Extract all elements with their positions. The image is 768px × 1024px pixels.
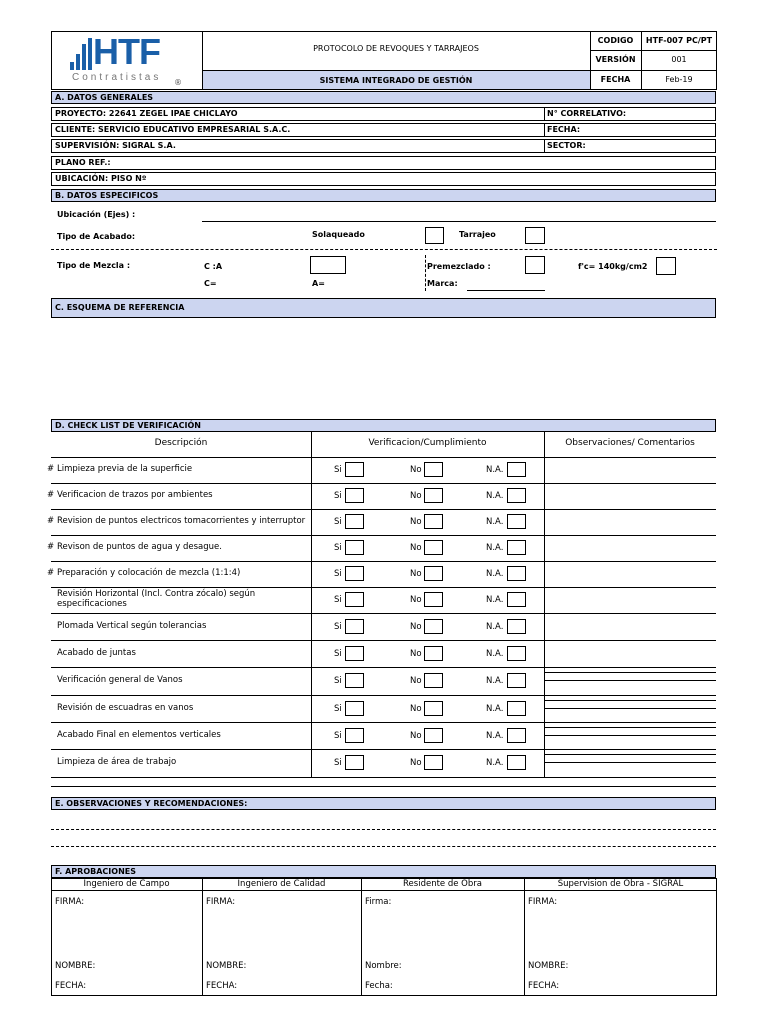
option-label-no: No	[410, 758, 422, 768]
version-value: 001	[671, 55, 687, 64]
option-label-no: No	[410, 621, 422, 632]
checklist-item-label: Acabado Final en elementos verticales	[57, 729, 221, 740]
document-title: PROTOCOLO DE REVOQUES Y TARRAJEOS	[313, 44, 479, 53]
si-checkbox[interactable]	[345, 566, 364, 581]
plano-label: PLANO REF.:	[55, 158, 111, 167]
approval-fecha-label[interactable]: Fecha:	[365, 981, 393, 991]
solaqueado-label: Solaqueado	[312, 230, 365, 239]
option-label-no: No	[410, 465, 422, 475]
row-divider	[51, 667, 716, 668]
row-hash: #	[47, 568, 55, 578]
approval-firma-label[interactable]: FIRMA:	[55, 897, 85, 907]
no-checkbox[interactable]	[424, 728, 443, 743]
si-checkbox[interactable]	[345, 592, 364, 607]
approval-fecha-label[interactable]: FECHA:	[55, 981, 87, 991]
si-checkbox[interactable]	[345, 701, 364, 716]
section-d-header: D. CHECK LIST DE VERIFICACIÓN	[51, 419, 716, 432]
option-label-si: Si	[334, 543, 342, 553]
obs-line[interactable]	[544, 727, 716, 728]
divider	[524, 878, 525, 996]
approval-nombre-label[interactable]: NOMBRE:	[55, 961, 96, 971]
row-divider	[51, 695, 716, 696]
si-checkbox[interactable]	[345, 488, 364, 503]
na-checkbox[interactable]	[507, 514, 526, 529]
logo-text: HTF	[93, 31, 160, 72]
no-checkbox[interactable]	[424, 462, 443, 477]
approval-firma-label[interactable]: FIRMA:	[528, 897, 558, 907]
codigo-label: CODIGO	[597, 36, 634, 45]
option-label-no: No	[410, 703, 422, 714]
checklist-item-label: Verificacion de trazos por ambientes	[57, 490, 213, 500]
esquema-area[interactable]	[51, 318, 716, 418]
divider	[51, 890, 717, 891]
option-label-na: N.A.	[486, 465, 504, 475]
ubicacion-row	[51, 172, 716, 186]
fecha-label: FECHA	[600, 75, 631, 84]
registered-mark: ®	[174, 78, 182, 87]
no-checkbox[interactable]	[424, 540, 443, 555]
row-hash: #	[47, 542, 55, 552]
section-c-header: C. ESQUEMA DE REFERENCIA	[51, 298, 716, 318]
option-label-na: N.A.	[486, 758, 504, 768]
no-checkbox[interactable]	[424, 646, 443, 661]
na-checkbox[interactable]	[507, 646, 526, 661]
checklist-item-label: Limpieza de área de trabajo	[57, 757, 177, 767]
supervision-row	[51, 139, 716, 153]
na-checkbox[interactable]	[507, 673, 526, 688]
divider-dashed	[425, 255, 426, 291]
option-label-si: Si	[334, 730, 342, 741]
option-label-si: Si	[334, 491, 342, 501]
divider	[51, 777, 716, 778]
supervision-label: SUPERVISIÓN: SIGRAL S.A.	[55, 141, 176, 150]
option-label-no: No	[410, 595, 422, 605]
divider	[51, 457, 716, 458]
option-label-na: N.A.	[486, 595, 504, 605]
obs-line[interactable]	[544, 680, 716, 681]
divider	[202, 878, 203, 996]
approval-nombre-label[interactable]: NOMBRE:	[206, 961, 247, 971]
approval-nombre-label[interactable]: NOMBRE:	[528, 961, 569, 971]
fecha-value: Feb-19	[665, 75, 693, 84]
option-label-na: N.A.	[486, 543, 504, 553]
cliente-row	[51, 123, 716, 137]
row-divider	[51, 561, 716, 562]
na-checkbox[interactable]	[507, 566, 526, 581]
no-checkbox[interactable]	[424, 755, 443, 770]
ubicacion-label: UBICACIÓN: PISO Nº	[55, 174, 147, 183]
option-label-no: No	[410, 676, 422, 686]
logo-subtext: Contratistas	[72, 72, 162, 83]
no-checkbox[interactable]	[424, 566, 443, 581]
checklist-item-label: Revisión de escuadras en vanos	[57, 702, 194, 713]
si-checkbox[interactable]	[345, 619, 364, 634]
divider	[544, 139, 545, 153]
option-label-si: Si	[334, 676, 342, 686]
fecha-a-label: FECHA:	[547, 125, 581, 134]
si-checkbox[interactable]	[345, 728, 364, 743]
option-label-na: N.A.	[486, 491, 504, 501]
divider	[361, 878, 362, 996]
no-checkbox[interactable]	[424, 701, 443, 716]
col-obs-header: Observaciones/ Comentarios	[565, 438, 695, 448]
option-label-si: Si	[334, 648, 342, 659]
no-checkbox[interactable]	[424, 619, 443, 634]
row-divider	[51, 535, 716, 536]
divider	[590, 50, 717, 51]
si-checkbox[interactable]	[345, 514, 364, 529]
si-checkbox[interactable]	[345, 540, 364, 555]
si-checkbox[interactable]	[345, 462, 364, 477]
na-checkbox[interactable]	[507, 619, 526, 634]
observacion-line[interactable]	[51, 829, 716, 830]
option-label-si: Si	[334, 465, 342, 475]
option-label-no: No	[410, 648, 422, 659]
approval-col-header: Supervision de Obra - SIGRAL	[557, 879, 684, 889]
option-label-si: Si	[334, 758, 342, 768]
option-label-na: N.A.	[486, 517, 504, 527]
obs-line[interactable]	[544, 708, 716, 709]
approval-firma-label[interactable]: FIRMA:	[206, 897, 236, 907]
option-label-na: N.A.	[486, 621, 504, 632]
marca-line[interactable]	[467, 290, 545, 291]
divider	[51, 249, 717, 250]
row-divider	[51, 640, 716, 641]
checklist-item-label: Revision de puntos electricos tomacorrientes y interruptor	[57, 516, 306, 526]
option-label-no: No	[410, 491, 422, 501]
divider	[51, 786, 716, 787]
row-divider	[51, 613, 716, 614]
row-hash: #	[47, 464, 55, 474]
fc-label: f'c= 140kg/cm2	[578, 262, 648, 271]
option-label-na: N.A.	[486, 676, 504, 686]
option-label-na: N.A.	[486, 730, 504, 741]
obs-line[interactable]	[544, 672, 716, 673]
marca-label: Marca:	[427, 279, 458, 288]
row-hash: #	[47, 516, 55, 526]
option-label-no: No	[410, 543, 422, 553]
tarrajeo-label: Tarrajeo	[459, 230, 496, 239]
approval-nombre-label[interactable]: Nombre:	[365, 961, 402, 971]
col-verif-header: Verificacion/Cumplimiento	[368, 438, 487, 448]
checklist-item-label: Verificación general de Vanos	[57, 675, 183, 685]
premezclado-label: Premezclado :	[427, 262, 491, 271]
row-divider	[51, 749, 716, 750]
observacion-line[interactable]	[51, 846, 716, 847]
section-f-header: F. APROBACIONES	[51, 865, 716, 878]
option-label-si: Si	[334, 595, 342, 605]
option-label-na: N.A.	[486, 703, 504, 714]
si-checkbox[interactable]	[345, 646, 364, 661]
section-b-header: B. DATOS ESPECIFICOS	[51, 189, 716, 202]
a-label: A=	[312, 279, 325, 288]
approvals-box	[51, 878, 717, 996]
option-label-na: N.A.	[486, 648, 504, 659]
approval-col-header: Ingeniero de Campo	[83, 879, 170, 889]
approval-col-header: Ingeniero de Calidad	[237, 879, 326, 889]
row-divider	[51, 587, 716, 588]
col-desc-header: Descripción	[154, 438, 208, 448]
na-checkbox[interactable]	[507, 592, 526, 607]
obs-line[interactable]	[544, 754, 716, 755]
no-checkbox[interactable]	[424, 488, 443, 503]
codigo-value: HTF-007 PC/PT	[645, 36, 713, 45]
approval-fecha-label[interactable]: FECHA:	[528, 981, 560, 991]
na-checkbox[interactable]	[507, 462, 526, 477]
proyecto-label: PROYECTO: 22641 ZEGEL IPAE CHICLAYO	[55, 109, 238, 118]
tipo-mezcla-label: Tipo de Mezcla :	[57, 261, 131, 270]
obs-line[interactable]	[544, 762, 716, 763]
plano-row	[51, 156, 716, 170]
option-label-na: N.A.	[486, 569, 504, 579]
section-e-header: E. OBSERVACIONES Y RECOMENDACIONES:	[51, 797, 716, 810]
tarrajeo-checkbox[interactable]	[525, 227, 545, 244]
divider	[544, 123, 545, 137]
section-a-header: A. DATOS GENERALES	[51, 91, 716, 104]
row-divider	[51, 483, 716, 484]
cliente-label: CLIENTE: SERVICIO EDUCATIVO EMPRESARIAL S.A.C.	[55, 125, 291, 134]
no-checkbox[interactable]	[424, 673, 443, 688]
option-label-no: No	[410, 730, 422, 741]
approval-col-header: Residente de Obra	[403, 879, 482, 889]
obs-line[interactable]	[544, 700, 716, 701]
checklist-item-label: Acabado de juntas	[57, 647, 136, 658]
checklist-item-label: Plomada Vertical según tolerancias	[57, 620, 207, 631]
ca-input[interactable]	[310, 256, 346, 274]
na-checkbox[interactable]	[507, 488, 526, 503]
row-divider	[51, 722, 716, 723]
c-label: C=	[204, 279, 217, 288]
checklist-item-label: Preparación y colocación de mezcla (1:1:4)	[57, 568, 241, 578]
na-checkbox[interactable]	[507, 728, 526, 743]
no-checkbox[interactable]	[424, 592, 443, 607]
divider	[544, 107, 545, 121]
ubicacion-ejes-label: Ubicación (Ejes) :	[57, 210, 136, 219]
option-label-si: Si	[334, 703, 342, 714]
approval-firma-label[interactable]: Firma:	[365, 897, 392, 907]
option-label-si: Si	[334, 621, 342, 632]
version-label: VERSIÓN	[595, 55, 636, 64]
checklist-item-label: Revison de puntos de agua y desague.	[57, 542, 222, 552]
na-checkbox[interactable]	[507, 540, 526, 555]
sector-label: SECTOR:	[547, 141, 586, 150]
ca-label: C :A	[204, 262, 223, 271]
premezclado-checkbox[interactable]	[525, 256, 545, 274]
tipo-acabado-label: Tipo de Acabado:	[57, 232, 136, 241]
option-label-si: Si	[334, 517, 342, 527]
checklist-item-label: Limpieza previa de la superficie	[57, 464, 193, 474]
approval-fecha-label[interactable]: FECHA:	[206, 981, 238, 991]
fc-checkbox[interactable]	[656, 257, 676, 275]
option-label-si: Si	[334, 569, 342, 579]
checklist-item-label: Revisión Horizontal (Incl. Contra zócalo) según especificaciones	[57, 589, 256, 609]
correlativo-label: N° CORRELATIVO:	[547, 109, 627, 118]
na-checkbox[interactable]	[507, 755, 526, 770]
document-subtitle: SISTEMA INTEGRADO DE GESTIÓN	[319, 76, 473, 85]
solaqueado-checkbox[interactable]	[425, 227, 444, 244]
ubicacion-ejes-line[interactable]	[202, 221, 716, 222]
option-label-no: No	[410, 569, 422, 579]
row-hash: #	[47, 490, 55, 500]
si-checkbox[interactable]	[345, 673, 364, 688]
si-checkbox[interactable]	[345, 755, 364, 770]
row-divider	[51, 509, 716, 510]
na-checkbox[interactable]	[507, 701, 526, 716]
no-checkbox[interactable]	[424, 514, 443, 529]
obs-line[interactable]	[544, 735, 716, 736]
option-label-no: No	[410, 517, 422, 527]
